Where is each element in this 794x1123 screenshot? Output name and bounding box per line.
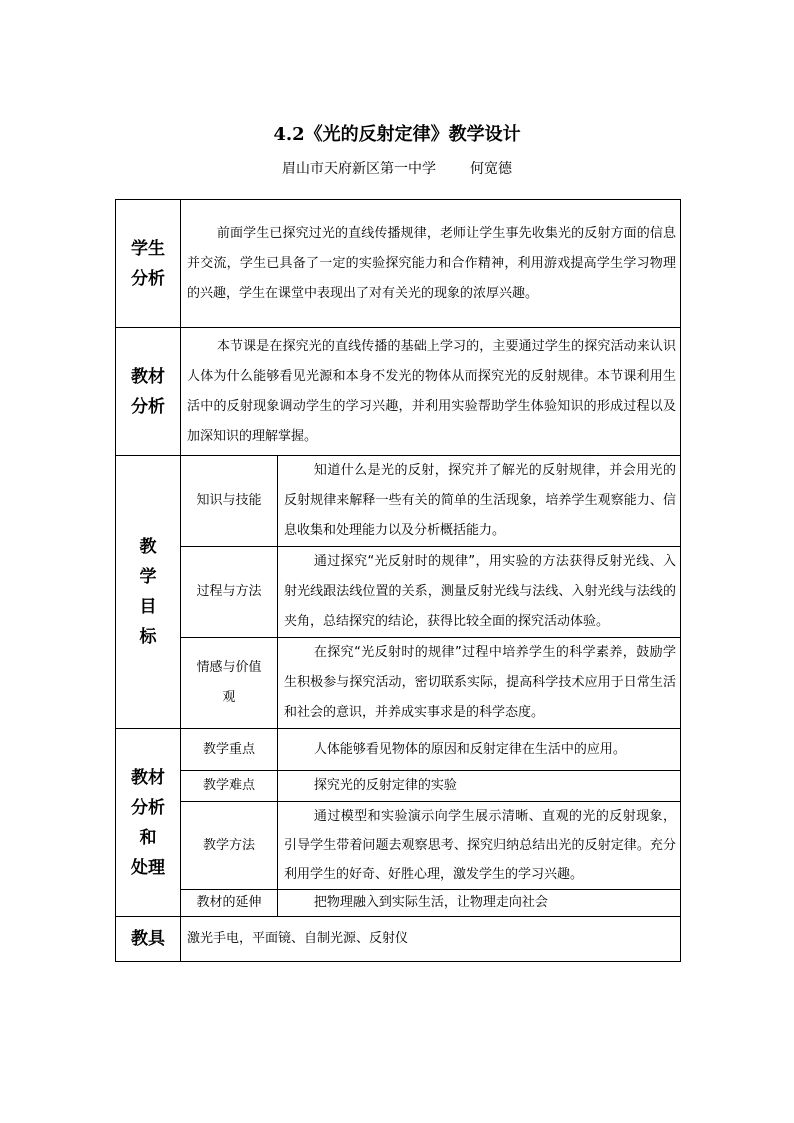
- key-point-label: 教学重点: [181, 729, 278, 771]
- student-analysis-text: 前面学生已探究过光的直线传播规律，老师让学生事先收集光的反射方面的信息并交流，学生已具备了一定的实验探究能力和合作精神，利用游戏提高学生学习物理的兴趣，学生在课堂中表现出了对有关光的现象的浓厚兴趣。: [181, 200, 681, 328]
- tools-label: 教具: [116, 917, 181, 962]
- material-analysis-text: 本节课是在探究光的直线传播的基础上学习的，主要通过学生的探究活动来认识人体为什么能够看见光源和本身不发光的物体从而探究光的反射规律。本节课利用生活中的反射现象调动学生的学习兴趣，并利用实验帮助学生体验知识的形成过程以及加深知识的理解掌握。: [181, 328, 681, 456]
- author-line: [0, 158, 794, 178]
- teaching-goals-label: 教 学 目 标: [116, 456, 181, 729]
- goal-knowledge-text: 知道什么是光的反射，探究并了解光的反射规律，并会用光的反射规律来解释一些有关的简单的生活现象，培养学生观察能力、信息收集和处理能力以及分析概括能力。: [278, 456, 681, 547]
- row-method: [116, 802, 681, 890]
- goal-emotion-label: 情感与价值观: [181, 638, 278, 729]
- processing-label: 教材 分析 和 处理: [116, 729, 181, 917]
- difficulty-label: 教学难点: [181, 771, 278, 802]
- method-text: 通过模型和实验演示向学生展示清晰、直观的光的反射现象，引导学生带着问题去观察思考、探究归纳总结出光的反射定律。充分利用学生的好奇、好胜心理，激发学生的学习兴趣。: [278, 802, 681, 890]
- row-tools: [116, 917, 681, 962]
- method-label: 教学方法: [181, 802, 278, 890]
- row-key-point: [116, 729, 681, 771]
- page-title: 4.2《光的反射定律》教学设计: [273, 124, 521, 145]
- key-point-text: 人体能够看见物体的原因和反射定律在生活中的应用。: [278, 729, 681, 771]
- goal-process-text: 通过探究“光反射时的规律”，用实验的方法获得反射光线、入射光线跟法线位置的关系，测量反射光线与法线、入射光线与法线的夹角，总结探究的结论，获得比较全面的探究活动体验。: [278, 547, 681, 638]
- row-student-analysis: [116, 200, 681, 328]
- extension-text: 把物理融入到实际生活，让物理走向社会: [278, 890, 681, 917]
- difficulty-text: 探究光的反射定律的实验: [278, 771, 681, 802]
- goal-process-label: 过程与方法: [181, 547, 278, 638]
- tools-text: 激光手电，平面镜、自制光源、反射仪: [181, 917, 681, 962]
- row-goal-process: [116, 547, 681, 638]
- row-extension: [116, 890, 681, 917]
- material-analysis-label: 教材分析: [116, 328, 181, 456]
- row-material-analysis: [116, 328, 681, 456]
- row-goal-knowledge: [116, 456, 681, 547]
- row-goal-emotion: [116, 638, 681, 729]
- goal-emotion-text: 在探究“光反射时的规律”过程中培养学生的科学素养，鼓励学生积极参与探究活动，密切联系实际，提高科学技术应用于日常生活和社会的意识，并养成实事求是的科学态度。: [278, 638, 681, 729]
- row-difficulty: [116, 771, 681, 802]
- goal-knowledge-label: 知识与技能: [181, 456, 278, 547]
- school-name: 眉山市天府新区第一中学: [282, 161, 436, 177]
- student-analysis-label: 学生分析: [116, 200, 181, 328]
- extension-label: 教材的延伸: [181, 890, 278, 917]
- lesson-design-table: [115, 199, 681, 962]
- author-name: 何宽德: [470, 161, 512, 177]
